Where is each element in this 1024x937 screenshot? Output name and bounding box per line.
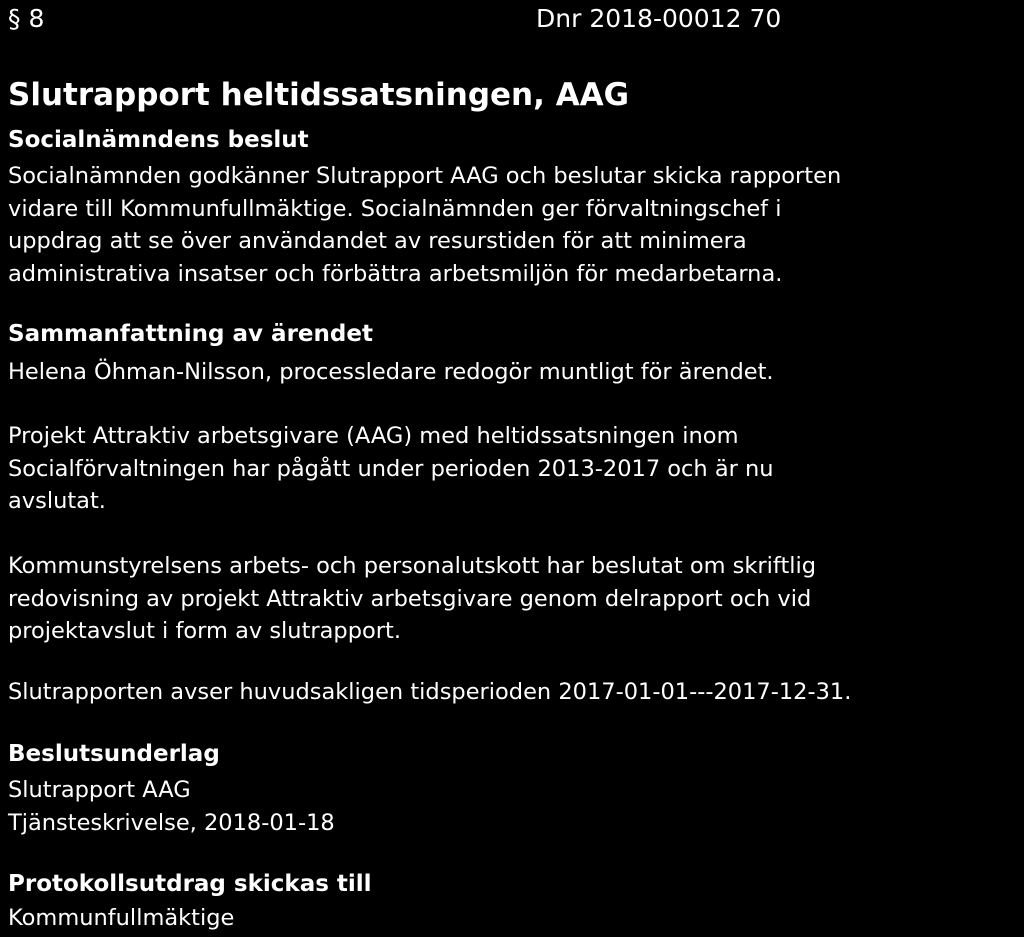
decision-line: uppdrag att se över användandet av resurstiden för att minimera bbox=[8, 228, 747, 254]
summary-heading: Sammanfattning av ärendet bbox=[8, 321, 373, 347]
distribution-list bbox=[8, 902, 234, 935]
basis-item: Slutrapport AAG bbox=[8, 777, 191, 803]
decision-heading: Socialnämndens beslut bbox=[8, 127, 309, 153]
summary-paragraph bbox=[8, 420, 774, 518]
summary-intro bbox=[8, 356, 774, 389]
summary-line: Kommunstyrelsens arbets- och personalutskott har beslutat om skriftlig bbox=[8, 553, 817, 579]
decision-line: vidare till Kommunfullmäktige. Socialnämnden ger förvaltningschef i bbox=[8, 195, 782, 222]
summary-line: Socialförvaltningen har pågått under perioden 2013-2017 och är nu bbox=[8, 455, 774, 482]
distribution-item: Kommunfullmäktige bbox=[8, 905, 235, 931]
summary-paragraph bbox=[8, 676, 851, 709]
registration-number: Dnr 2018-00012 70 bbox=[536, 4, 782, 33]
distribution-heading: Protokollsutdrag skickas till bbox=[8, 871, 372, 897]
summary-line: redovisning av projekt Attraktiv arbetsgivare genom delrapport och vid bbox=[8, 585, 812, 612]
summary-intro-line: Helena Öhman-Nilsson, processledare redogör muntligt för ärendet. bbox=[8, 359, 774, 385]
basis-list bbox=[8, 774, 335, 839]
header-row bbox=[8, 4, 1020, 34]
decision-line: Socialnämnden godkänner Slutrapport AAG och beslutar skicka rapporten bbox=[8, 163, 842, 189]
basis-item: Tjänsteskrivelse, 2018-01-18 bbox=[8, 809, 335, 836]
summary-line: projektavslut i form av slutrapport. bbox=[8, 618, 401, 644]
summary-paragraph bbox=[8, 550, 816, 648]
summary-line: Slutrapporten avser huvudsakligen tidsperioden 2017-01-01---2017-12-31. bbox=[8, 679, 852, 705]
decision-line: administrativa insatser och förbättra arbetsmiljön för medarbetarna. bbox=[8, 260, 783, 287]
page-title: Slutrapport heltidssatsningen, AAG bbox=[8, 77, 630, 113]
decision-text bbox=[8, 160, 841, 290]
basis-heading: Beslutsunderlag bbox=[8, 741, 220, 767]
section-number: § 8 bbox=[8, 4, 45, 33]
summary-line: Projekt Attraktiv arbetsgivare (AAG) med heltidssatsningen inom bbox=[8, 423, 739, 449]
summary-line: avslutat. bbox=[8, 488, 106, 514]
